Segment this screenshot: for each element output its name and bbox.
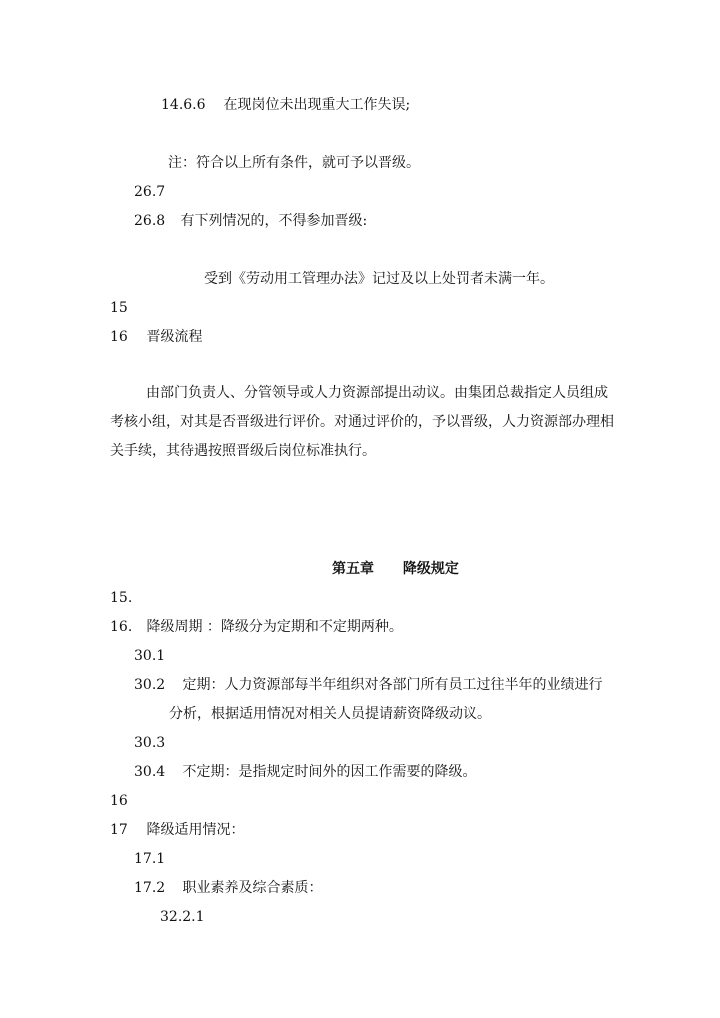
section-number: 16.: [110, 619, 133, 635]
chapter-number: 第五章: [332, 561, 374, 577]
clause-number: 30.1: [134, 648, 166, 664]
clause-number: 14.6.6: [161, 97, 206, 113]
section-number: 15: [110, 300, 128, 316]
section-title: 晋级流程: [146, 329, 203, 345]
note-text: 注：符合以上所有条件，就可予以晋级。: [168, 155, 420, 171]
clause-number: 30.2: [134, 677, 166, 693]
section-number: 17: [110, 822, 128, 838]
promotion-process-paragraph: 由部门负责人、分管领导或人力资源部提出动议。由集团总裁指定人员组成考核小组，对其是否晋级进行评价。对通过评价的，予以晋级，人力资源部办理相关手续，其待遇按照晋级后岗位标准执行。: [110, 385, 614, 459]
clause-text-continued: 分析，根据适用情况对相关人员提请薪资降级动议。: [169, 706, 491, 722]
clause-text: 有下列情况的，不得参加晋级:: [180, 213, 368, 229]
clause-17-2: [134, 879, 322, 897]
clause-30-2-continued: [169, 705, 491, 723]
condition-line: [204, 270, 554, 288]
condition-text: 受到《劳动用工管理办法》记过及以上处罚者未满一年。: [204, 271, 554, 287]
clause-number: 17.1: [134, 851, 166, 867]
clause-text: 不定期：是指规定时间外的因工作需要的降级。: [182, 764, 477, 780]
clause-number: 26.7: [134, 184, 166, 200]
section-number: 16: [110, 793, 128, 809]
note-line: [168, 154, 420, 172]
clause-30-3: [134, 734, 165, 752]
section-number: 16: [110, 329, 128, 345]
clause-number: 30.4: [134, 764, 166, 780]
clause-30-1: [134, 647, 165, 665]
section-15: [110, 299, 128, 317]
section-number: 15.: [110, 590, 133, 606]
clause-26-7: [134, 183, 165, 201]
clause-text: 在现岗位未出现重大工作失误;: [223, 97, 411, 113]
clause-32-2-1: [160, 908, 205, 926]
section-16: [110, 792, 128, 810]
clause-17-1: [134, 850, 165, 868]
section-16-demotion-cycle: [110, 618, 403, 636]
clause-30-2: [134, 676, 602, 694]
clause-14-6-6: [161, 96, 410, 114]
clause-number: 30.3: [134, 735, 166, 751]
clause-26-8: [134, 212, 367, 230]
section-15-dot: [110, 589, 132, 607]
chapter-title: 降级规定: [402, 561, 459, 577]
clause-text: 职业素养及综合素质：: [182, 880, 323, 896]
section-text: 降级周期 ：降级分为定期和不定期两种。: [146, 619, 403, 635]
clause-30-4: [134, 763, 476, 781]
clause-number: 26.8: [134, 213, 166, 229]
clause-text: 定期：人力资源部每半年组织对各部门所有员工过往半年的业绩进行: [182, 677, 603, 693]
clause-number: 17.2: [134, 880, 166, 896]
section-17: [110, 821, 244, 839]
chapter-heading: [332, 560, 459, 578]
section-16-promotion-process: [110, 328, 202, 346]
clause-number: 32.2.1: [160, 909, 205, 925]
section-title: 降级适用情况：: [146, 822, 245, 838]
